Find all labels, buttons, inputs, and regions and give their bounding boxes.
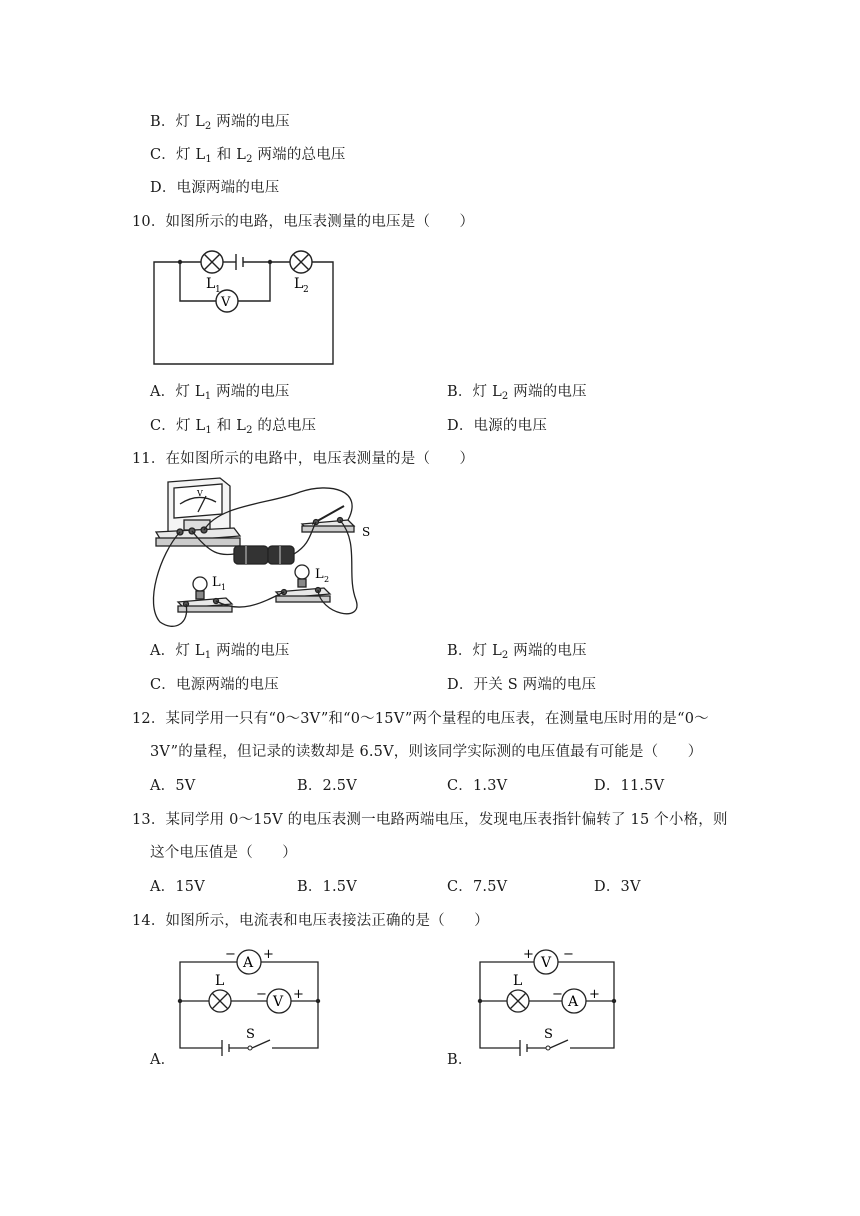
q14b-top-minus: − [563,947,574,962]
q11-stem: 11．在如图所示的电路中，电压表测量的是（ ） [132,451,475,467]
q14b-top-meter-label: V [541,955,552,971]
q10-lamp2-sub: 2 [303,285,309,295]
q13-stem-line2: 这个电压值是（ ） [150,845,297,861]
q10-stem: 10．如图所示的电路，电压表测量的电压是（ ） [132,214,475,230]
q14a-top-minus: − [225,947,236,962]
q11-switch-label: S [362,525,371,539]
q13-option-b: B．1.5V [297,879,357,895]
q14a-top-meter-label: A [243,955,254,971]
q9-option-d: D．电源两端的电压 [150,180,280,196]
q11-option-a: A．灯 $L_1$ 两端的电压 [150,643,290,661]
q14b-lamp-label: L [513,973,523,989]
q12-stem-line2: 3V”的量程，但记录的读数却是 6.5V，则该同学实际测的电压值最有可能是（ ） [150,744,703,760]
q14-option-a-label: A． [150,1052,176,1068]
q10-option-c: C．灯 $L_1$ 和 $L_2$ 的总电压 [150,418,317,436]
q10-lamp2-label: L [294,276,304,292]
q14-option-b-label: B． [447,1052,473,1068]
q9-option-b: B．灯 $L_2$ 两端的电压 [150,114,290,132]
q13-option-a: A．15V [150,879,205,895]
q14-circuit-a [172,944,332,1056]
q14a-side-meter-label: V [273,994,284,1010]
q12-option-b: B．2.5V [297,778,357,794]
q10-option-b: B．灯 $L_2$ 两端的电压 [447,384,587,402]
q12-stem-line1: 12．某同学用一只有“0～3V”和“0～15V”两个量程的电压表，在测量电压时用的是“0～ [132,711,709,727]
q12-option-c: C．1.3V [447,778,508,794]
q14-stem: 14．如图所示，电流表和电压表接法正确的是（ ） [132,913,489,929]
q11-lamp2-sub: 2 [324,575,330,584]
q13-stem-line1: 13．某同学用 0～15V 的电压表测一电路两端电压，发现电压表指针偏转了 15 个小格，则 [132,812,728,828]
q10-voltmeter-label: V [221,295,231,310]
q13-option-c: C．7.5V [447,879,508,895]
q14b-side-plus: + [589,987,600,1002]
q14a-switch-label: S [246,1027,255,1042]
q12-option-a: A．5V [150,778,196,794]
q10-lamp1-label: L [206,276,216,292]
q14a-side-minus: − [256,987,267,1002]
q14b-top-plus: + [523,947,534,962]
q10-lamp1-sub: 1 [215,285,221,295]
q14a-side-plus: + [293,987,304,1002]
q14a-lamp-label: L [215,973,225,989]
q14-circuit-b [472,944,632,1056]
q12-option-d: D．11.5V [594,778,665,794]
q14b-switch-label: S [544,1027,553,1042]
q10-option-d: D．电源的电压 [447,418,548,434]
q13-option-d: D．3V [594,879,641,895]
q14b-side-meter-label: A [568,994,579,1010]
q11-lamp1-label: L [212,575,221,590]
q11-option-d: D．开关 S 两端的电压 [447,677,597,693]
q14b-side-minus: − [552,987,563,1002]
q11-physical-circuit-figure [150,474,380,634]
q11-option-b: B．灯 $L_2$ 两端的电压 [447,643,587,661]
q11-lamp1-sub: 1 [221,583,227,592]
q11-lamp2-label: L [315,567,324,582]
q9-option-c: C．灯 $L_1$ 和 $L_2$ 两端的总电压 [150,147,346,165]
q14a-top-plus: + [263,947,274,962]
q10-circuit-figure [140,240,350,370]
q11-option-c: C．电源两端的电压 [150,677,279,693]
q10-option-a: A．灯 $L_1$ 两端的电压 [150,384,290,402]
q11-meter-label: V [197,489,203,498]
